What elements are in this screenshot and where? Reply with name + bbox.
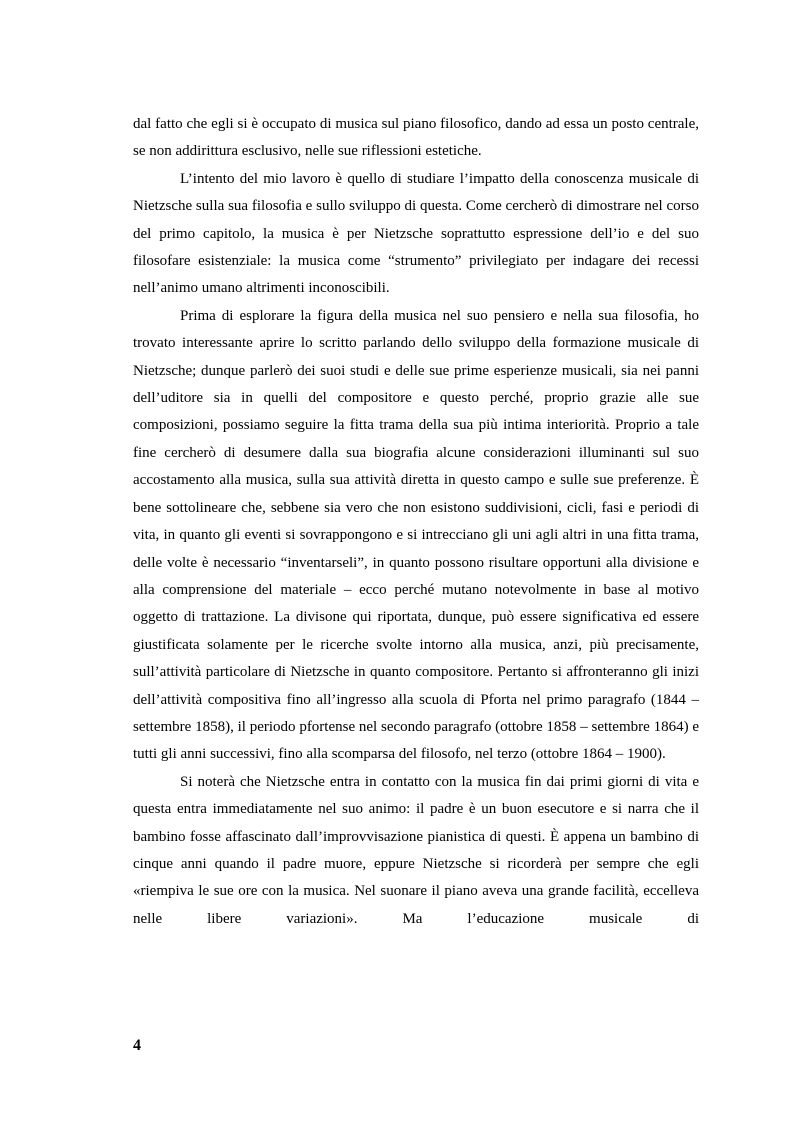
page-number: 4 xyxy=(133,1037,141,1054)
paragraph-childhood: Si noterà che Nietzsche entra in contatto con la musica fin dai primi giorni di vita e questa entra immediatamente nel suo animo: il padre è un buon esecutore e si narra che il bambino fosse affascinato dall’improvvisazione pianistica di questi. È appena un bambino di cinque anni quando il padre muore, eppure Nietzsche si ricorderà per sempre che egli «riempiva le sue ore con la musica. Nel suonare il piano aveva una grande facilità, eccelleva nelle libere variazioni». Ma l’educazione musicale di xyxy=(133,773,699,927)
paragraph-formation: Prima di esplorare la figura della musica nel suo pensiero e nella sua filosofia, ho trovato interessante aprire lo scritto parlando dello sviluppo della formazione musicale di Nietzsche; dunque parlerò dei suoi studi e delle sue prime esperienze musicali, sia nei panni dell’uditore sia in quelli del compositore e questo perché, proprio grazie alle sue composizioni, possiamo seguire la fitta trama della sua più intima interiorità. Proprio a tale fine cercherò di desumere dalla sua biografia alcune considerazioni illuminanti sul suo accostamento alla musica, sulla sua attività diretta in questo campo e sulle sue preferenze. È bene sottolineare che, sebbene sia vero che non esistono suddivisioni, cicli, fasi e periodi di vita, in quanto gli eventi si sovrappongono e si intrecciano gli uni agli altri in una fitta trama, delle volte è necessario “inventarseli”, in quanto possono risultare opportuni alla divisione e alla comprensione del materiale – ecco perché mutano notevolmente in base al motivo oggetto di trattazione. La divisone qui riportata, dunque, può essere significativa ed essere giustificata solamente per le ricerche svolte intorno alla musica, anzi, più precisamente, sull’attività particolare di Nietzsche in quanto compositore. Pertanto si affronteranno gli inizi dell’attività compositiva fino all’ingresso alla scuola di Pforta nel primo paragrafo (1844 – settembre 1858), il periodo pfortense nel secondo paragrafo (ottobre 1858 – settembre 1864) e tutti gli anni successivi, fino alla scomparsa del filosofo, nel terzo (ottobre 1864 – 1900). xyxy=(133,307,699,763)
paragraph-intent: L’intento del mio lavoro è quello di studiare l’impatto della conoscenza musicale di Nietzsche sulla sua filosofia e sullo sviluppo di questa. Come cercherò di dimostrare nel corso del primo capitolo, la musica è per Nietzsche soprattutto espressione dell’io e del suo filosofare esistenziale: la musica come “strumento” privilegiato per indagare dei recessi nell’animo umano altrimenti inconoscibili. xyxy=(133,170,699,297)
paragraph-continuation: dal fatto che egli si è occupato di musica sul piano filosofico, dando ad essa un posto centrale, se non addirittura esclusivo, nelle sue riflessioni estetiche. xyxy=(133,116,699,160)
body-text xyxy=(133,111,699,933)
